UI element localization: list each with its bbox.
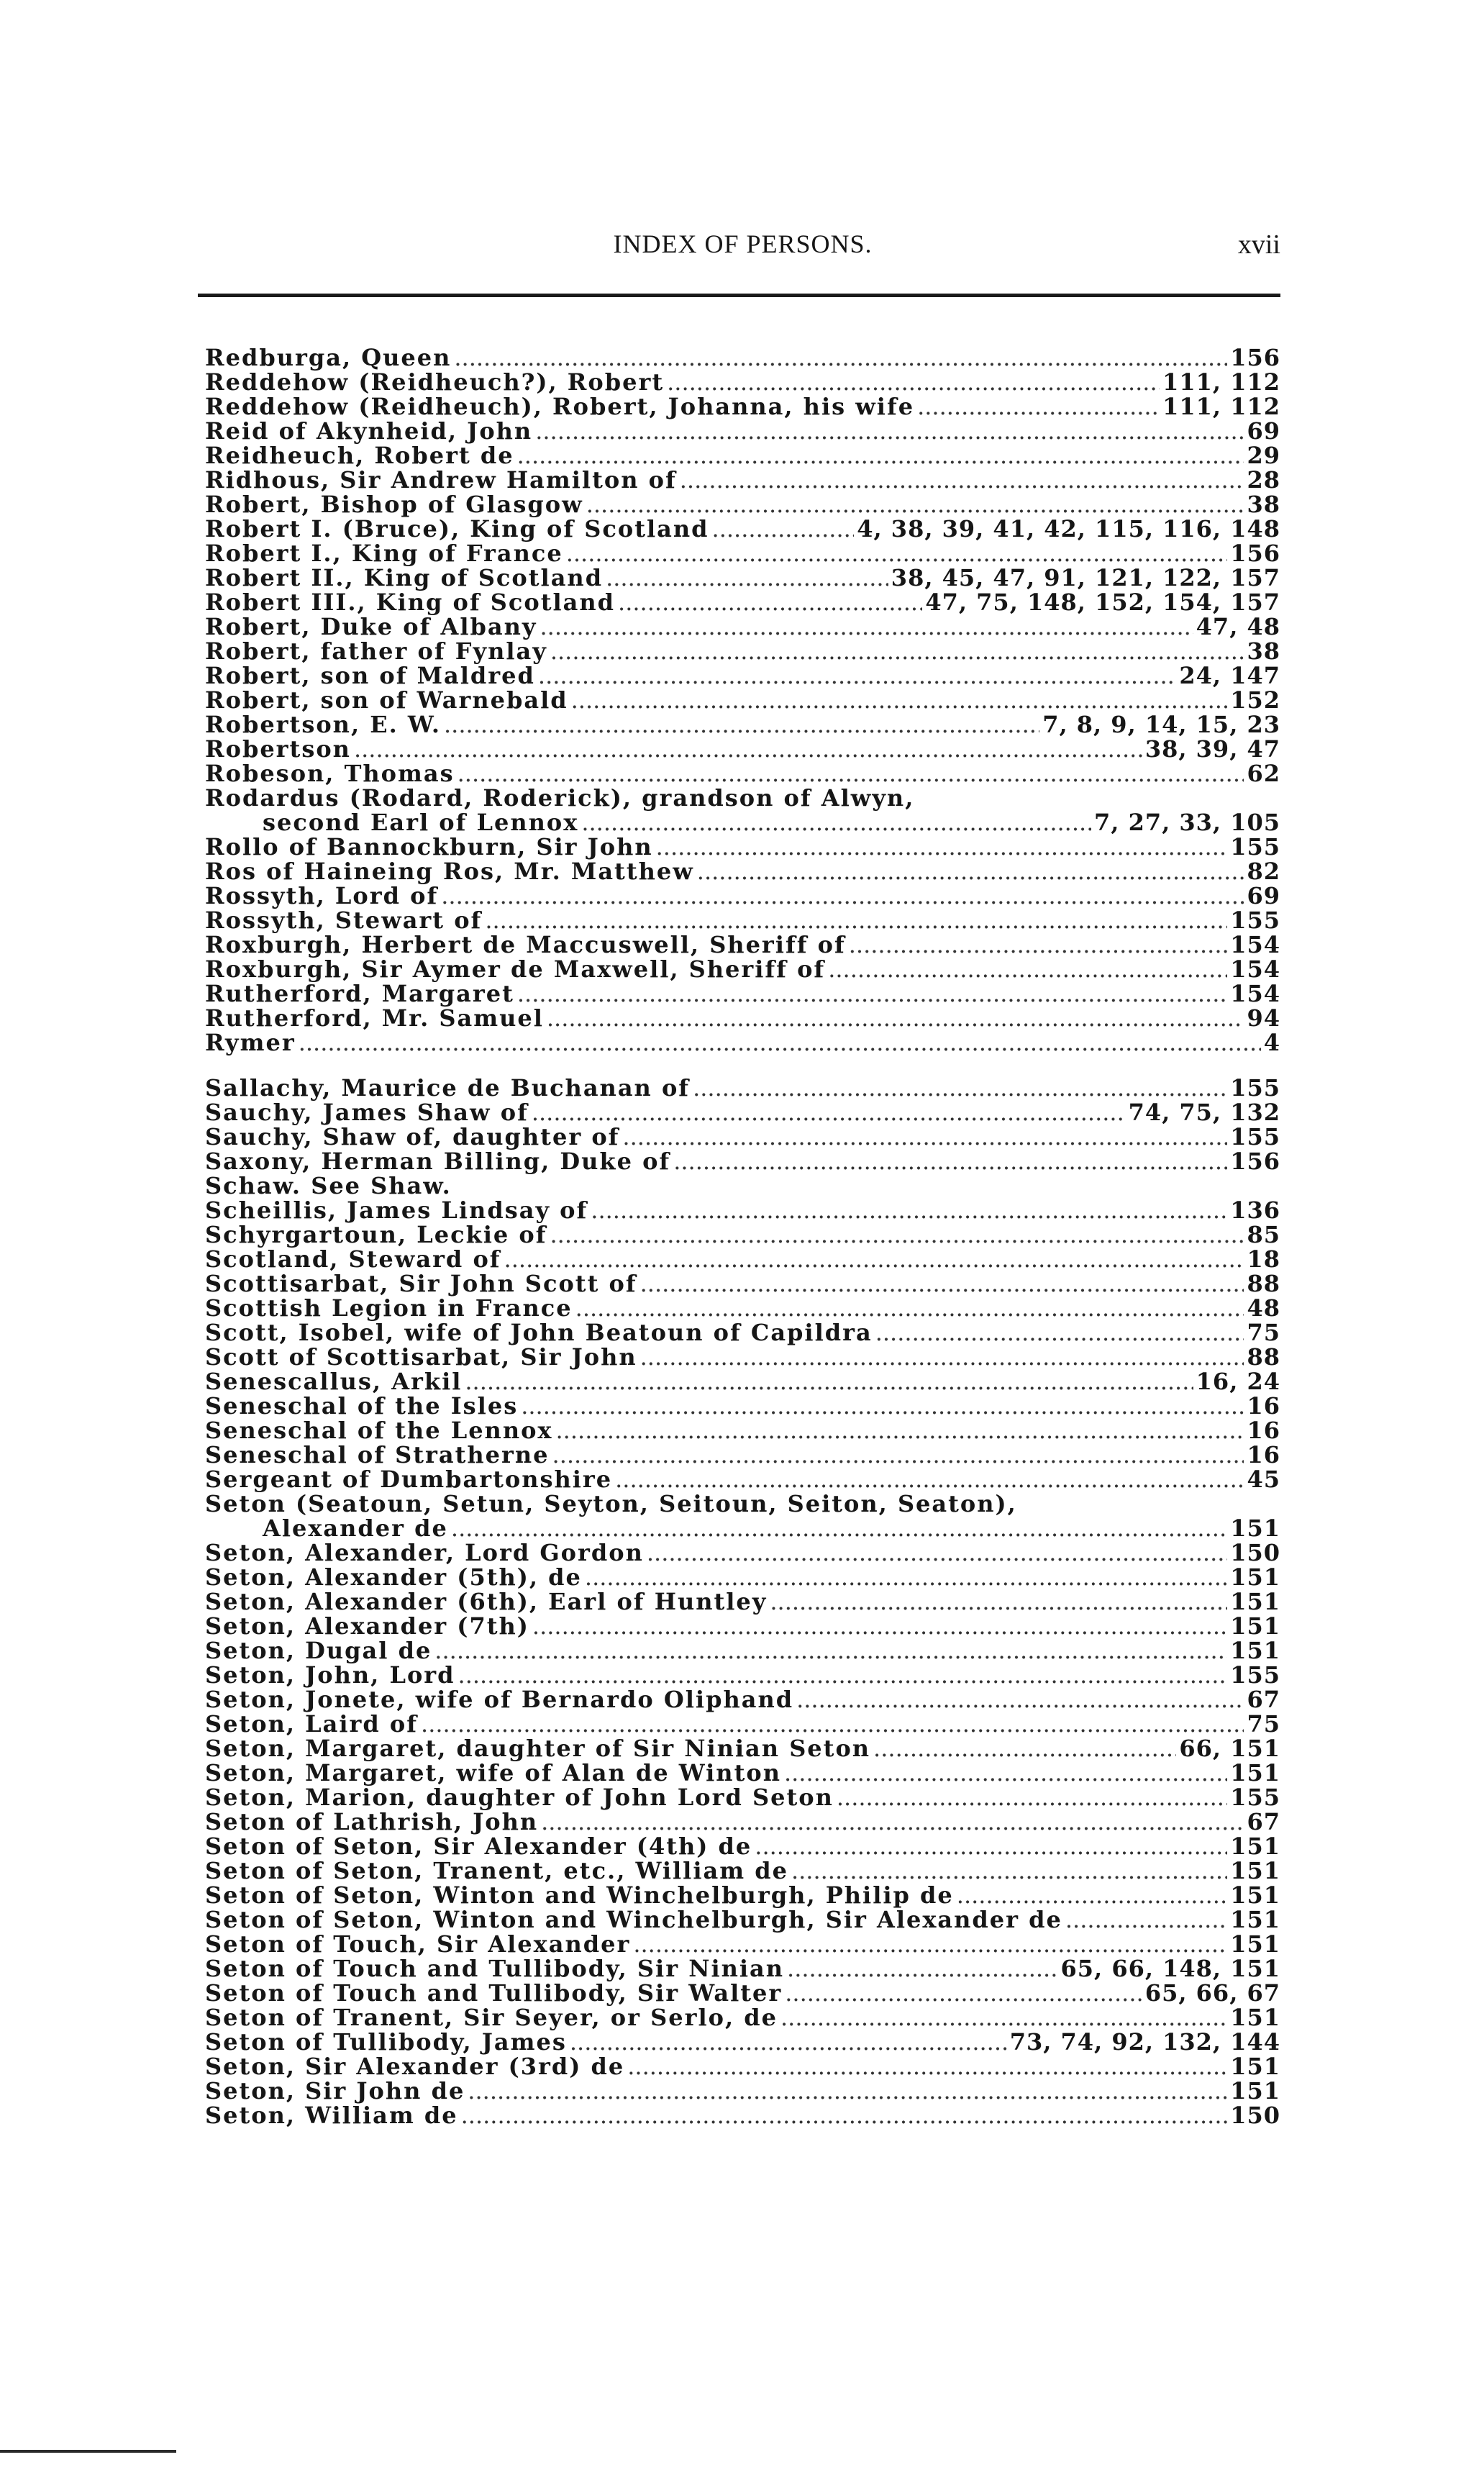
dot-leader [451,1516,1227,1540]
dot-leader [556,1418,1244,1443]
index-entry [205,2005,1280,2030]
entry-name: Seneschal of the Isles [205,1392,519,1420]
entry-name: Seton, Margaret, daughter of Sir Ninian Seton [205,1735,871,1762]
entry-name: Schyrgartoun, Leckie of [205,1221,547,1248]
dot-leader [485,908,1227,932]
dot-leader [575,1296,1244,1320]
entry-name: Ridhous, Sir Andrew Hamilton of [205,466,677,494]
entry-name: Seton of Tranent, Sir Seyer, or Serlo, de [205,2004,778,2031]
dot-leader [585,1565,1227,1589]
entry-name: Seton of Touch, Sir Alexander [205,1930,631,1958]
entry-name: Seton, Alexander, Lord Gordon [205,1539,644,1566]
dot-leader [770,1589,1227,1614]
index-entry [205,1296,1280,1320]
index-entry [205,614,1280,639]
index-entry [205,1369,1280,1394]
entry-name: Scheillis, James Lindsay of [205,1197,588,1224]
entry-pages: 151 [1230,1930,1280,1958]
index-entry [205,712,1280,737]
dot-leader [517,443,1244,468]
entry-name: Roxburgh, Sir Aymer de Maxwell, Sheriff of [205,955,826,983]
entry-name: Sauchy, Shaw of, daughter of [205,1123,620,1150]
entry-name: Seton, Alexander (6th), Earl of Huntley [205,1588,768,1615]
entry-pages: 16 [1247,1392,1280,1420]
dot-leader [755,1834,1227,1858]
dot-leader [640,1271,1244,1296]
entry-pages: 7, 27, 33, 105 [1094,809,1280,836]
entry-pages: 66, 151 [1179,1735,1280,1762]
entry-pages: 65, 66, 67 [1144,1979,1280,2007]
entry-name: Robeson, Thomas [205,760,455,787]
dot-leader [791,1858,1227,1883]
entry-pages: 154 [1230,931,1280,958]
index-entry [205,419,1280,443]
dot-leader [784,1761,1227,1785]
entry-name: Seton of Touch and Tullibody, Sir Walter [205,1979,783,2007]
dot-leader [504,1247,1244,1271]
entry-name: Schaw. See Shaw. [205,1172,452,1199]
entry-name: Seton, Marion, daughter of John Lord Seton [205,1784,834,1811]
dot-leader [354,737,1142,761]
entry-pages: 150 [1230,2102,1280,2129]
page-number: xvii [1237,230,1280,260]
dot-leader [796,1687,1244,1712]
dot-leader [517,981,1227,1006]
entry-name: Seton of Touch and Tullibody, Sir Ninian [205,1955,785,1982]
entry-pages: 38 [1247,491,1280,518]
index-entry [205,1467,1280,1491]
index-entry [205,1076,1280,1100]
entry-pages: 151 [1230,1759,1280,1786]
dot-leader [1065,1907,1227,1932]
entry-name: Seneschal of the Lennox [205,1417,553,1444]
index-entry [205,1907,1280,1932]
index-block-s [205,1076,1280,2128]
entry-name: Seton of Lathrish, John [205,1808,539,1835]
index-entry [205,1589,1280,1614]
entry-pages: 67 [1247,1808,1280,1835]
index-entry [205,2030,1280,2054]
index-entry [205,1956,1280,1981]
page-title: INDEX OF PERSONS. [613,230,873,258]
entry-pages: 45 [1247,1466,1280,1493]
page-header [205,229,1280,272]
entry-pages: 88 [1247,1270,1280,1297]
entry-pages: 94 [1247,1004,1280,1032]
index-entry [205,1858,1280,1883]
dot-leader [458,761,1244,786]
dot-leader [622,1125,1227,1149]
entry-pages: 7, 8, 9, 14, 15, 23 [1042,711,1280,738]
dot-leader [434,1638,1227,1663]
index-entry [205,688,1280,712]
entry-name: Rossyth, Stewart of [205,907,483,934]
index-entry [205,908,1280,932]
dot-leader [465,1369,1193,1394]
entry-pages: 136 [1230,1197,1280,1224]
index-entry [205,810,1280,835]
index-entry [205,468,1280,492]
index-entry [205,1565,1280,1589]
dot-leader [532,1614,1227,1638]
entry-pages: 154 [1230,980,1280,1007]
entry-pages: 74, 75, 132 [1128,1099,1280,1126]
index-entry [205,541,1280,566]
index-entry [205,1932,1280,1956]
index-entry [205,1006,1280,1030]
dot-leader [697,859,1244,884]
entry-pages: 155 [1230,1784,1280,1811]
dot-leader [552,1443,1244,1467]
entry-pages: 151 [1230,1588,1280,1615]
index-entry [205,1761,1280,1785]
entry-name: Saxony, Herman Billing, Duke of [205,1148,671,1175]
index-entry [205,1981,1280,2005]
dot-leader [570,2030,1007,2054]
dot-leader [680,468,1244,492]
index-entry [205,1125,1280,1149]
entry-pages: 154 [1230,955,1280,983]
entry-pages: 75 [1247,1319,1280,1346]
entry-pages: 38, 45, 47, 91, 121, 122, 157 [891,564,1280,591]
index-entry [205,2054,1280,2079]
index-entry [205,786,1280,810]
entry-pages: 16 [1247,1441,1280,1468]
entry-name: Rutherford, Margaret [205,980,514,1007]
entry-name: Seton, Sir John de [205,2077,465,2105]
entry-pages: 29 [1247,442,1280,469]
entry-name: Sallachy, Maurice de Buchanan of [205,1074,691,1102]
entry-pages: 62 [1247,760,1280,787]
entry-pages: 67 [1247,1686,1280,1713]
index-entry [205,1516,1280,1540]
dot-leader [547,1006,1244,1030]
entry-pages: 155 [1230,1123,1280,1150]
index-entry [205,1785,1280,1810]
index-entry [205,443,1280,468]
entry-name: Robert, Bishop of Glasgow [205,491,583,518]
entry-name: Robert I., King of France [205,540,563,567]
entry-pages: 16 [1247,1417,1280,1444]
entry-name: Redburga, Queen [205,344,452,371]
entry-name: Seton, Jonete, wife of Bernardo Oliphand [205,1686,794,1713]
index-entry [205,1271,1280,1296]
index-entry [205,1540,1280,1565]
dot-leader [615,1467,1244,1491]
entry-name: Robert III., King of Scotland [205,589,616,616]
entry-pages: 65, 66, 148, 151 [1060,1955,1280,1982]
index-entry [205,761,1280,786]
dot-leader [550,639,1244,663]
dot-leader [461,2103,1228,2128]
index-entry [205,1100,1280,1125]
entry-pages: 69 [1247,417,1280,445]
index-entry [205,1614,1280,1638]
entry-name: second Earl of Lennox [263,809,579,836]
index-entry [205,639,1280,663]
dot-leader [521,1394,1244,1418]
entry-pages: 151 [1230,2004,1280,2031]
entry-name: Ros of Haineing Ros, Mr. Matthew [205,858,694,885]
index-entry [205,957,1280,981]
entry-pages: 38 [1247,637,1280,665]
dot-leader [468,2079,1227,2103]
dot-leader [627,2054,1227,2079]
entry-name: Rollo of Bannockburn, Sir John [205,833,653,861]
entry-name: Robert, son of Maldred [205,662,535,689]
index-entry [205,1394,1280,1418]
entry-pages: 47, 48 [1196,613,1280,640]
entry-name: Robert I. (Bruce), King of Scotland [205,515,709,542]
entry-name: Robert, son of Warnebald [205,686,568,714]
index-entry [205,1149,1280,1173]
entry-pages: 151 [1230,1612,1280,1640]
entry-name: Roxburgh, Herbert de Maccuswell, Sheriff of [205,931,846,958]
index-entry [205,1736,1280,1761]
dot-leader [586,492,1244,517]
entry-name: Seton, Alexander (7th) [205,1612,529,1640]
entry-pages: 75 [1247,1710,1280,1738]
dot-leader [454,345,1227,370]
entry-name: Seton of Seton, Tranent, etc., William de [205,1857,788,1884]
entry-name: Sergeant of Dumbartonshire [205,1466,613,1493]
index-entry [205,932,1280,957]
dot-leader [541,1810,1244,1834]
index-entry [205,859,1280,884]
entry-name: Rymer [205,1029,296,1056]
entry-name: Reddehow (Reidheuch), Robert, Johanna, his wife [205,393,915,420]
dot-leader [875,1320,1244,1345]
index-entry [205,981,1280,1006]
entry-pages: 47, 75, 148, 152, 154, 157 [925,589,1280,616]
dot-leader [566,541,1228,566]
entry-name: Seton of Seton, Winton and Winchelburgh, Philip de [205,1881,954,1909]
entry-pages: 151 [1230,1563,1280,1591]
dot-leader [571,688,1228,712]
entry-name: Seton, Sir Alexander (3rd) de [205,2053,625,2080]
dot-leader [441,884,1244,908]
entry-pages: 16, 24 [1196,1368,1280,1395]
entry-name: Seton, Dugal de [205,1637,432,1664]
entry-name: Scott, Isobel, wife of John Beatoun of Capildra [205,1319,873,1346]
index-entry [205,517,1280,541]
entry-pages: 111, 112 [1162,393,1280,420]
index-entry [205,370,1280,394]
entry-name: Robert, father of Fynlay [205,637,547,665]
entry-pages: 18 [1247,1245,1280,1273]
entry-pages: 151 [1230,1515,1280,1542]
entry-name: Reddehow (Reidheuch?), Robert [205,368,665,396]
entry-pages: 48 [1247,1294,1280,1322]
entry-name: Senescallus, Arkil [205,1368,463,1395]
entry-name: Seton of Tullibody, James [205,2028,567,2056]
entry-pages: 151 [1230,1833,1280,1860]
entry-pages: 156 [1230,344,1280,371]
dot-leader [656,835,1228,859]
dot-leader [667,370,1160,394]
index-entry [205,1198,1280,1222]
entry-name: Robert, Duke of Albany [205,613,537,640]
entry-name: Seton, Alexander (5th), de [205,1563,582,1591]
index-entry [205,2103,1280,2128]
index-entry [205,1222,1280,1247]
index-entry [205,1247,1280,1271]
dot-leader [538,663,1177,688]
entry-pages: 111, 112 [1162,368,1280,396]
entry-pages: 82 [1247,858,1280,885]
entry-name: Rutherford, Mr. Samuel [205,1004,544,1032]
entry-name: Sauchy, James Shaw of [205,1099,529,1126]
entry-name: Seton of Seton, Sir Alexander (4th) de [205,1833,752,1860]
entry-pages: 151 [1230,2053,1280,2080]
dot-leader [712,517,855,541]
dot-leader [837,1785,1227,1810]
index-entry [205,835,1280,859]
entry-name: Seton (Seatoun, Setun, Seyton, Seitoun, Seiton, Seaton), [205,1490,1017,1517]
dot-leader [458,1663,1228,1687]
index-entry [205,492,1280,517]
index-entry [205,1810,1280,1834]
entry-pages: 85 [1247,1221,1280,1248]
index-entry [205,1030,1280,1055]
entry-pages: 24, 147 [1179,662,1280,689]
entry-name: Scottisarbat, Sir John Scott of [205,1270,637,1297]
index-entry [205,1712,1280,1736]
entry-pages: 151 [1230,1881,1280,1909]
index-entry [205,1443,1280,1467]
entry-pages: 155 [1230,907,1280,934]
dot-leader [647,1540,1227,1565]
dot-leader [640,1345,1244,1369]
entry-pages: 156 [1230,1148,1280,1175]
entry-pages: 155 [1230,1074,1280,1102]
entry-pages: 155 [1230,1661,1280,1689]
index-entry [205,1663,1280,1687]
dot-leader [444,712,1039,737]
index-entry [205,1418,1280,1443]
entry-name: Seton, Laird of [205,1710,419,1738]
dot-leader [785,1981,1142,2005]
dot-leader [532,1100,1126,1125]
entry-pages: 155 [1230,833,1280,861]
dot-leader [957,1883,1227,1907]
entry-pages: 69 [1247,882,1280,909]
entry-pages: 151 [1230,1906,1280,1933]
entry-pages: 151 [1230,1857,1280,1884]
index-entry [205,1638,1280,1663]
index-entry [205,590,1280,614]
index-entry [205,1173,1280,1198]
entry-name: Reidheuch, Robert de [205,442,514,469]
entry-pages: 152 [1230,686,1280,714]
dot-leader [540,614,1193,639]
index-block-r [205,345,1280,1055]
dot-leader [299,1030,1261,1055]
index-entry [205,1834,1280,1858]
entry-name: Robertson, E. W. [205,711,441,738]
entry-name: Rossyth, Lord of [205,882,439,909]
dot-leader [606,566,888,590]
index-entry [205,884,1280,908]
dot-leader [673,1149,1227,1173]
entry-pages: 4 [1263,1029,1280,1056]
entry-name: Seneschal of Stratherne [205,1441,550,1468]
entry-pages: 4, 38, 39, 41, 42, 115, 116, 148 [857,515,1280,542]
entry-name: Seton, William de [205,2102,458,2129]
entry-name: Seton, John, Lord [205,1661,455,1689]
dot-leader [581,810,1091,835]
dot-leader [618,590,922,614]
entry-pages: 156 [1230,540,1280,567]
index-entry [205,1491,1280,1516]
index-entry [205,1320,1280,1345]
index-entry [205,566,1280,590]
entry-pages: 88 [1247,1343,1280,1371]
entry-name: Robertson [205,735,351,763]
entry-name: Rodardus (Rodard, Roderick), grandson of Alwyn, [205,784,915,812]
entry-name: Scott of Scottisarbat, Sir John [205,1343,637,1371]
entry-pages: 73, 74, 92, 132, 144 [1009,2028,1280,2056]
entry-name: Seton of Seton, Winton and Winchelburgh, Sir Alexander de [205,1906,1062,1933]
index-entry [205,394,1280,419]
index-entry [205,1345,1280,1369]
entry-name: Scottish Legion in France [205,1294,573,1322]
index-entry [205,1883,1280,1907]
dot-leader [535,419,1244,443]
index-entry [205,345,1280,370]
dot-leader [780,2005,1227,2030]
header-rule [198,294,1280,297]
dot-leader [787,1956,1057,1981]
entry-pages: 28 [1247,466,1280,494]
entry-pages: 150 [1230,1539,1280,1566]
entry-name: Alexander de [263,1515,448,1542]
dot-leader [828,957,1227,981]
bottom-edge-mark [0,2450,176,2453]
entry-name: Scotland, Steward of [205,1245,501,1273]
index-entry [205,663,1280,688]
entry-pages: 151 [1230,2077,1280,2105]
dot-leader [633,1932,1227,1956]
entry-name: Reid of Akynheid, John [205,417,533,445]
dot-leader [591,1198,1227,1222]
dot-leader [873,1736,1176,1761]
dot-leader [421,1712,1244,1736]
index-entry [205,737,1280,761]
dot-leader [693,1076,1227,1100]
entry-pages: 38, 39, 47 [1144,735,1280,763]
entry-name: Seton, Margaret, wife of Alan de Winton [205,1759,781,1786]
entry-name: Robert II., King of Scotland [205,564,604,591]
dot-leader [849,932,1227,957]
index-entry [205,1687,1280,1712]
index-entry [205,2079,1280,2103]
dot-leader [917,394,1160,419]
entry-pages: 151 [1230,1637,1280,1664]
dot-leader [550,1222,1244,1247]
